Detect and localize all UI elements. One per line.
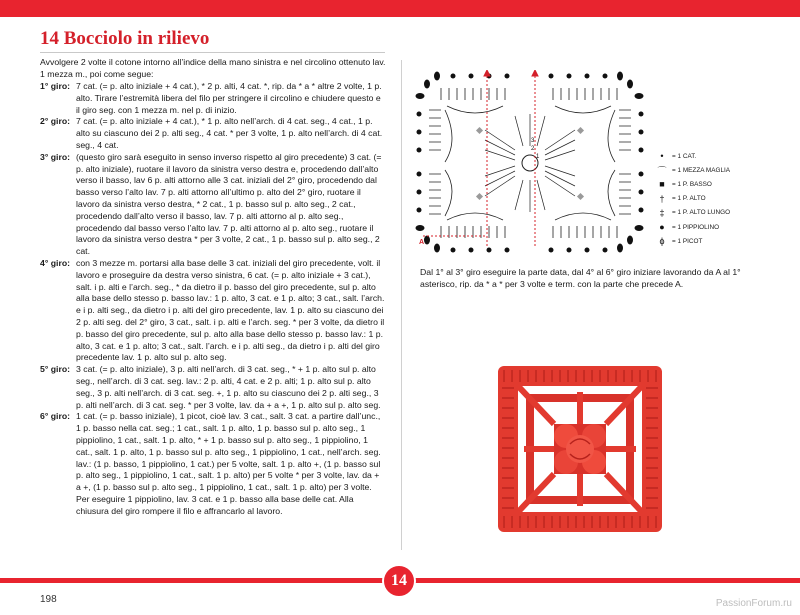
page-title: 14 Bocciolo in rilievo: [40, 28, 210, 49]
round-text: 7 cat. (= p. alto iniziale + 4 cat.), * 1 p. alto nell’arch. di 4 cat. seg., 4 cat., 1 p. alto su ciascuno dei 2 p. alti seg., 4 cat. * per 3 volte, 1 p. alto nell’arch. di 4 cat. seg., 4 cat.: [76, 116, 383, 150]
intro-paragraph: Avvolgere 2 volte il cotone intorno all’indice della mano sinistra e nel circolino ottenuto lav. 1 mezza m., poi come segue:: [40, 57, 386, 79]
legend-item: [654, 220, 794, 234]
start-arrows: [423, 70, 538, 248]
round-2: [40, 116, 386, 151]
rounds-list: [40, 81, 386, 517]
round-text: con 3 mezze m. portarsi alla base delle 3 cat. iniziali del giro precedente, volt. il lavoro e proseguire da destra verso sinistra, 6 cat. (= p. alto iniziale + 3 cat.), salt. i p. alti e l’arch. seg., * da dietro il p. basso del giro precedente, sul p. alto alla base dello stesso p. basso lav.: 1 p. alto, 3 cat. e 1 p. alto; 3 cat., salt. l’arch. e i p. alti seg., da dietro i p. alti del giro precedente, lav. 1 p. alto su ciascuno dei 2 p. alti seg. del 2° giro, 3 cat., salt. i p. alti e l’arch. seg. * per 3 volte, da dietro il p. basso del giro precedente, sul p. alto alla base dello stesso p. basso lav.: 1 p. alto, 3 cat. e 1 p. alto; 3 cat., salt. l’arch. e i p. alti seg., da dietro i p. alti del giro precedente lav. 1 p. alto sul p. alto seg.: [76, 257, 385, 363]
corner-picots-top-right: [617, 72, 644, 100]
treble-crochet-icon: ‡: [659, 207, 665, 218]
start-point-a-label: A: [419, 239, 425, 246]
legend-label: = 1 MEZZA MAGLIA: [672, 166, 731, 174]
round-4: [40, 258, 386, 364]
center-flower: [518, 386, 642, 512]
round-label: 1° giro:: [40, 81, 71, 91]
round-marker-3: 3: [531, 138, 535, 144]
stitch-rows: [429, 88, 631, 238]
single-crochet-icon: ■: [659, 179, 665, 190]
diagram-note: Dal 1° al 3° giro eseguire la parte data, dal 4° al 6° giro iniziare lavorando da A al 1° asterisco, rip. da * a * per 3 volte e term. con la parte che precede A.: [420, 267, 741, 289]
round-marker-1: 1: [536, 154, 540, 160]
round-text: (questo giro sarà eseguito in senso inverso rispetto al giro precedente) 3 cat. (= p. alto iniziale), ruotare il lavoro da sinistra verso destra e, procedendo dall’alto verso il basso, lav 6 p. alti attorno alle 3 cat. iniziali del 2° giro, procedendo dal basso verso l’alto lav. 7 p. alti attorno all’ultimo p. alto del 2° giro, ruotare il lavoro da sinistra verso destra, * 2 cat., 1 p. basso sul p. alto seg., 2 cat., procedendo dall’alto verso il basso, lav. 7 p. alti attorno al p. alto seg., procedendo dal basso verso l’alto lav. 7 p. alti attorno al p. alto seg., ruotare il lavoro da sinistra verso destra * per 3 volte, 2 cat., 1 p. basso sul p. alto seg., 2 cat.: [76, 151, 382, 257]
round-label: 2° giro:: [40, 116, 71, 127]
watermark: PassionForum.ru: [715, 598, 792, 609]
round-label: 4° giro:: [40, 257, 71, 268]
corner-picots-top-left: [416, 72, 441, 100]
corner-picots-bottom-right: [617, 225, 644, 253]
legend-item: [654, 206, 794, 220]
round-6: [40, 411, 386, 517]
legend-item: [654, 149, 794, 163]
chain-icon: •: [660, 151, 664, 162]
title-divider: [40, 52, 385, 53]
round-label: 6° giro:: [40, 411, 71, 422]
legend-item: [654, 177, 794, 191]
slip-stitch-icon: ⌒: [657, 165, 667, 176]
round-text: 1 cat. (= p. basso iniziale), 1 picot, cioè lav. 3 cat., salt. 3 cat. a partire dall’unc., 1 p. basso nella cat. seg.; 1 cat., salt. 1 p. alto, 1 p. basso sul p. alto seg., 1 pippiolino, 1 cat., salt. 1 p. alto, * + 1 p. basso sul p. alto seg., 1 pippiolino, 1 cat., salt. 1 p. alto, 1 p. basso sul p. alto seg., 1 pippiolino, 1 cat., nell’arch. seg. lav.: (1 p. basso, 1 pippiolino, 1 cat.) per 5 volte, salt. 1 p. alto +, (1 p. basso sul p. alto seg., 1 pippiolino, 1 cat., salt. 1 p. alto) per 5 volte * per 3 volte, lav. da + a +, (1 p. basso sul p. alto seg., 1 pippiolino, 1 cat., salt. 1 p. alto) per 3 volte. Per eseguire 1 pippiolino, lav. 3 cat. e 1 p. basso alla base delle cat. Alla chiusura del giro rompere il filo e affrancarlo al lavoro.: [76, 411, 381, 516]
crochet-chart-diagram: [415, 70, 645, 255]
round-1: [40, 81, 386, 116]
round-text: 7 cat. (= p. alto iniziale + 4 cat.), * 2 p. alti, 4 cat. *, rip. da * a * altre 2 volte, 1 p. alto. Tirare l’estremità libera del filo per stringere il circolino e chiudere questo e il giro seg. con 1 mezza m. nel p. di inizio.: [76, 81, 382, 115]
chapter-badge: 14: [382, 564, 416, 598]
double-crochet-icon: †: [659, 193, 665, 204]
page-number: 198: [40, 594, 57, 605]
legend-label: = 1 P. ALTO LUNGO: [672, 209, 731, 217]
round-5: [40, 364, 386, 411]
legend-label: = 1 PIPPIOLINO: [672, 223, 720, 231]
legend-label: = 1 P. ALTO: [672, 195, 706, 203]
round-label: 3° giro:: [40, 151, 71, 162]
top-red-band: [0, 0, 800, 17]
round-3: [40, 152, 386, 258]
pippiolino-icon: ●: [659, 222, 665, 233]
round-marker-2: 2: [531, 146, 535, 152]
legend-label: = 1 P. BASSO: [672, 180, 712, 188]
legend-label: = 1 CAT.: [672, 152, 697, 160]
edge-picots: [417, 74, 644, 253]
legend-item: [654, 234, 794, 248]
picot-icon: ϕ: [659, 236, 665, 247]
stitch-legend: [654, 149, 794, 248]
round-text: 3 cat. (= p. alto iniziale), 3 p. alti nell’arch. di 3 cat. seg., * + 1 p. alto sul p. alto seg., nell’arch. di 3 cat. seg. lav.: 2 p. alti, 4 cat. e 2 p. alti; 1 p. alto sul p. alto seg., 3 p. alti nell’arch. di 3 cat. seg. +, 1 p. alto su ciascuno dei 2 p. alti seg., 3 p. alti nell’arch. di 3 cat. seg. * per 3 volte, lav. da + a +, 1 p. alto sul p. alto seg.: [76, 364, 381, 410]
legend-label: = 1 PICOT: [672, 237, 703, 245]
legend-item: [654, 163, 794, 177]
center-petals: [485, 114, 575, 212]
round-label: 5° giro:: [40, 364, 71, 375]
legend-item: [654, 192, 794, 206]
column-divider: [401, 60, 402, 550]
finished-square-photo: [490, 358, 670, 540]
